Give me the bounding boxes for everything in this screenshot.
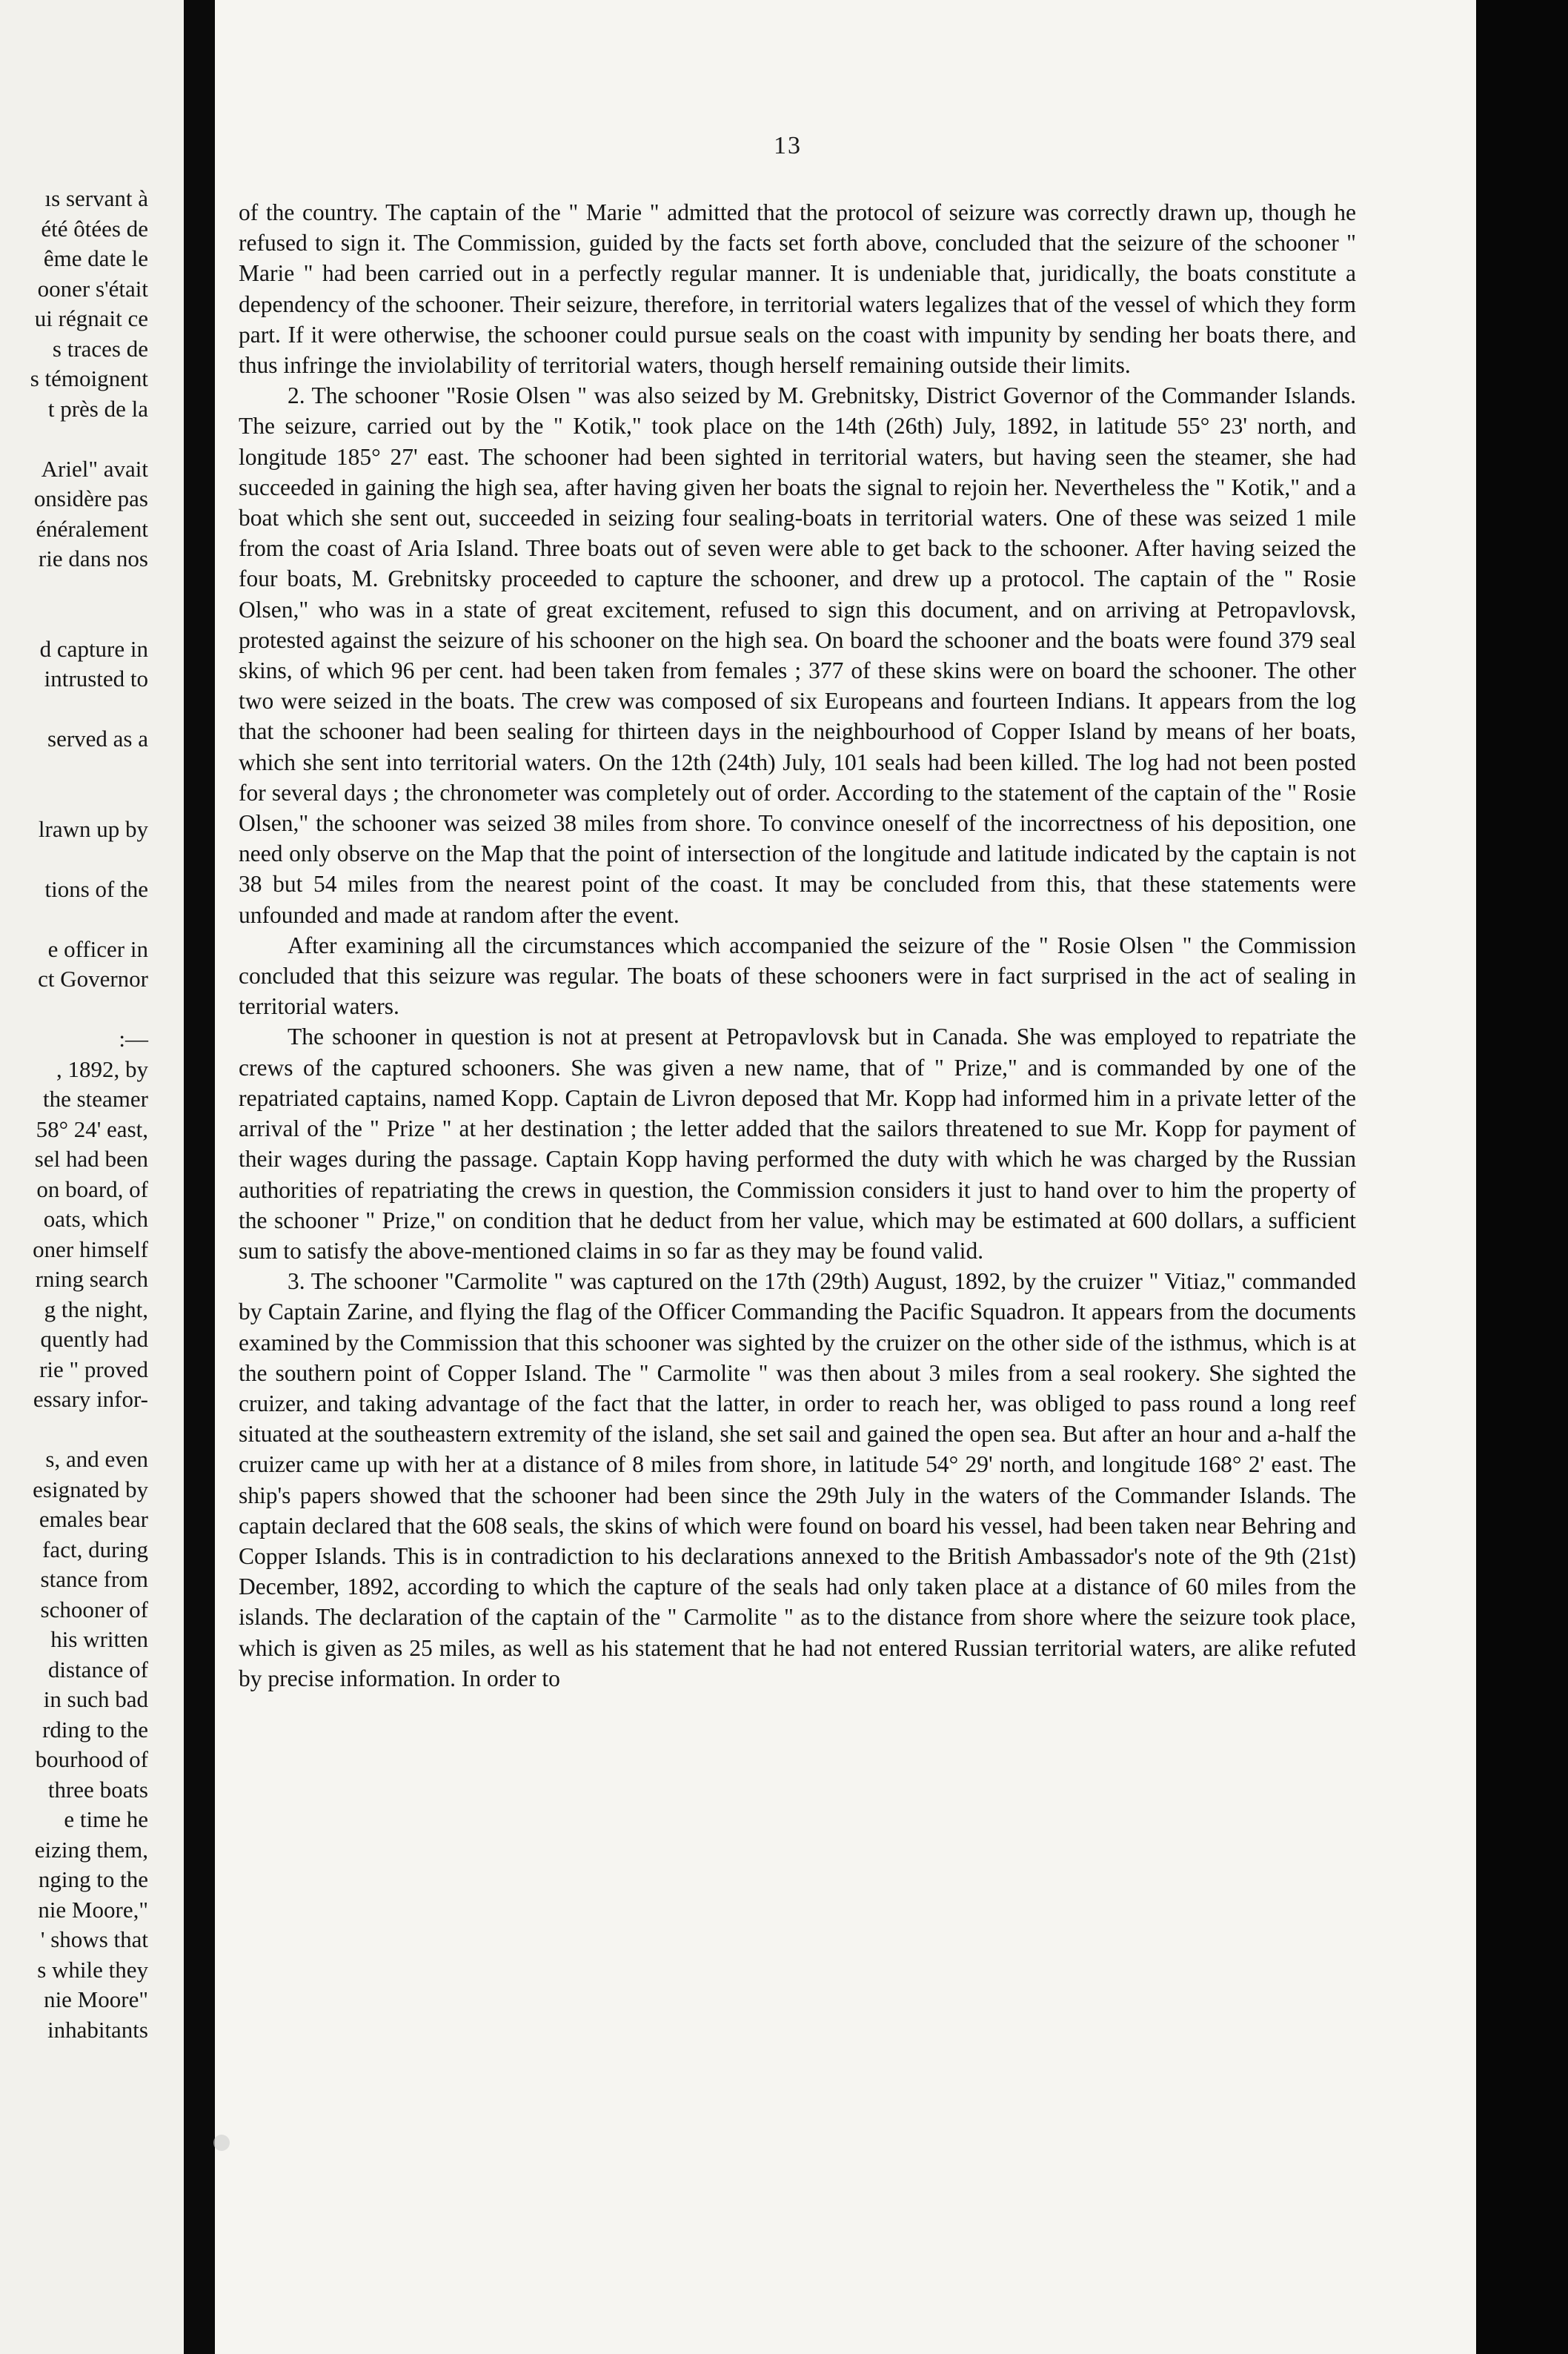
left-page-line: s témoignent [30, 365, 148, 391]
left-page-line: ct Governor [38, 966, 148, 992]
left-page-line: , 1892, by [56, 1055, 148, 1082]
left-page-line: schooner of [40, 1596, 148, 1622]
left-page-line: s while they [37, 1956, 148, 1983]
left-page-line: lrawn up by [38, 815, 148, 842]
left-page-line: emales bear [39, 1506, 148, 1532]
library-stamp-mark [213, 2135, 230, 2151]
left-page-line: e time he [64, 1806, 148, 1832]
left-page-line: rding to the [42, 1716, 148, 1743]
left-page-line: intrusted to [38, 666, 148, 692]
left-page-text [0, 184, 148, 2045]
left-page-line: t près de la [47, 395, 148, 422]
left-page-line: onsidère pas [33, 485, 148, 511]
left-page-line: ' shows that [40, 1926, 148, 1952]
left-page-line [0, 424, 148, 454]
left-page-line [0, 784, 148, 815]
left-page-line [0, 694, 148, 725]
left-page-line: esignated by [33, 1476, 148, 1502]
left-page-line: oats, which [43, 1206, 148, 1232]
left-page-line: ui régnait ce [34, 305, 148, 331]
left-page-line [0, 844, 148, 875]
left-page-line: oner himself [33, 1236, 148, 1262]
left-page-line: quently had [40, 1326, 148, 1352]
left-page-line [0, 995, 148, 1025]
left-page-line: e officer in [47, 935, 148, 962]
left-page-line: the steamer [37, 1086, 148, 1112]
left-page-line [0, 574, 148, 605]
left-page-line: rie " proved [39, 1356, 148, 1382]
left-page-line: Ariel" avait [41, 455, 148, 482]
left-page-line: fact, during [42, 1536, 148, 1562]
left-page-line: essary infor- [33, 1386, 148, 1412]
left-page-line: ıs servant à [44, 185, 148, 211]
left-page-line: été ôtées de [41, 215, 148, 242]
left-page-line: sel had been [34, 1146, 148, 1172]
left-page-line: ême date le [43, 245, 148, 271]
left-page-line: distance of [42, 1656, 148, 1682]
left-page-line: bourhood of [35, 1746, 148, 1772]
left-page-line: nging to the [38, 1866, 148, 1892]
left-page-line: nie Moore" [44, 1986, 148, 2012]
left-page-line [0, 904, 148, 935]
left-page-line: his written [44, 1626, 148, 1652]
body-text [239, 197, 1356, 1694]
left-page-line: tions of the [44, 875, 148, 902]
left-page-line: rie dans nos [38, 546, 148, 571]
left-page-line: énéralement [36, 515, 148, 542]
left-page-line: inhabitants [41, 2016, 148, 2043]
paragraph-1: of the country. The captain of the " Marie " admitted that the protocol of seizure was correctly drawn up, though he refused to sign it. The Commission, guided by the facts set forth above, concluded that the seizure of the schooner " Marie " had been carried out in a perfectly regular manner. It is undeniable that, juridically, the boats constitute a dependency of the schooner. Their seizure, therefore, in territorial waters legalizes that of the vessel of which they form part. If it were otherwise, the schooner could pursue seals on the coast with impunity by sending her boats there, and thus infringe the inviolability of territorial waters, though herself remaining outside their limits. [239, 199, 1356, 379]
left-page-line: s, and even [45, 1446, 148, 1472]
page-number: 13 [774, 132, 802, 159]
right-page-edge [1476, 0, 1568, 2354]
paragraph-4: The schooner in question is not at present at Petropavlovsk but in Canada. She was employed to repatriate the crews of the captured schooners. She was given a new name, that of " Prize," and is commanded by one of the repatriated captains, named Kopp. Captain de Livron deposed that Mr. Kopp had informed him in a private letter of the arrival of the " Prize " at her destination ; the letter added that the sailors threatened to sue Mr. Kopp for payment of their wages during the passage. Captain Kopp having performed the duty with which he was charged by the Russian authorities of repatriating the crews in question, the Commission considers it just to hand over to him the property of the schooner " Prize," on condition that he deduct from her value, which may be estimated at 600 dollars, a sufficient sum to satisfy the above-mentioned claims in so far as they may be found valid. [239, 1024, 1356, 1264]
left-facing-page [0, 0, 184, 2354]
left-page-line [0, 604, 148, 634]
left-page-line: rning search [35, 1266, 148, 1292]
left-page-line: served as a [41, 726, 148, 752]
left-page-line: g the night, [44, 1296, 148, 1322]
paragraph-3: After examining all the circumstances which accompanied the seizure of the " Rosie Olsen " the Commission concluded that this seizure was regular. The boats of these schooners were in fact surprised in the act of sealing in territorial waters. [239, 932, 1356, 1020]
left-page-line: d capture in [39, 635, 148, 662]
left-page-line [0, 1415, 148, 1445]
paragraph-5: 3. The schooner "Carmolite " was captured on the 17th (29th) August, 1892, by the cruizer " Vitiaz," commanded by Captain Zarine, and flying the flag of the Officer Commanding the Pacific Squadron. It appears from the documents examined by the Commission that this schooner was sighted by the cruizer on the other side of the isthmus, which is at the southern point of Copper Island. The " Carmolite " was then about 3 miles from a seal rookery. She sighted the cruizer, and taking advantage of the fact that the latter, in order to reach her, was obliged to pass round a long reef situated at the southeastern extremity of the island, she set sail and gained the open sea. But after an hour and a-half the cruizer came up with her at a distance of 8 miles from shore, in latitude 54° 29' north, and longitude 168° 2' east. The ship's papers showed that the schooner had been since the 29th July in the waters of the Commander Islands. The captain declared that the 608 seals, the skins of which were found on board his vessel, had been taken near Behring and Copper Islands. This is in contradiction to his declarations annexed to the British Ambassador's note of the 9th (21st) December, 1892, according to which the capture of the seals had only taken place at a distance of 60 miles from the islands. The declaration of the captain of the " Carmolite " as to the distance from shore where the seizure took place, which is given as 25 miles, as well as his statement that he had not entered Russian territorial waters, are alike refuted by precise information. In order to [239, 1268, 1356, 1691]
left-page-line: nie Moore," [38, 1896, 148, 1923]
left-page-line: stance from [40, 1566, 148, 1592]
left-page-line: on board, of [36, 1176, 148, 1202]
left-page-line: ooner s'était [37, 275, 148, 302]
left-page-line [0, 755, 148, 785]
left-page-line: 58° 24' east, [36, 1115, 148, 1142]
left-page-line: :— [113, 1026, 148, 1052]
left-page-line: s traces de [52, 335, 148, 362]
left-page-line: in such bad [38, 1686, 148, 1712]
left-page-line: eizing them, [34, 1836, 148, 1863]
page-gutter [184, 0, 215, 2354]
left-page-line: three boats [42, 1776, 148, 1803]
paragraph-2: 2. The schooner "Rosie Olsen " was also seized by M. Grebnitsky, District Governor of the Commander Islands. The seizure, carried out by the " Kotik," took place on the 14th (26th) July, 1892, in latitude 55° 23' north, and longitude 185° 27' east. The schooner had been sighted in territorial waters, but having seen the steamer, she had succeeded in gaining the high sea, after having given her boats the signal to rejoin her. Nevertheless the " Kotik," and a boat which she sent out, succeeded in seizing four sealing-boats in territorial waters. One of these was seized 1 mile from the coast of Aria Island. Three boats out of seven were able to get back to the schooner. After having seized the four boats, M. Grebnitsky proceeded to capture the schooner, and drew up a protocol. The captain of the " Rosie Olsen," who was in a state of great excitement, refused to sign this document, and on arriving at Petropavlovsk, protested against the seizure of his schooner on the high sea. On board the schooner and the boats were found 379 seal skins, of which 96 per cent. had been taken from females ; 377 of these skins were on board the schooner. The other two were seized in the boats. The crew was composed of six Europeans and fourteen Indians. It appears from the log that the schooner had been sealing for thirteen days in the neighbourhood of Copper Island by means of her boats, which she sent into territorial waters. On the 12th (24th) July, 101 seals had been killed. The log had not been posted for several days ; the chronometer was completely out of order. According to the statement of the captain of the " Rosie Olsen," the schooner was seized 38 miles from shore. To convince oneself of the incorrectness of his deposition, one need only observe on the Map that the point of intersection of the longitude and latitude indicated by the captain is not 38 but 54 miles from the nearest point of the coast. It may be concluded from this, that these statements were unfounded and made at random after the event. [239, 382, 1356, 928]
